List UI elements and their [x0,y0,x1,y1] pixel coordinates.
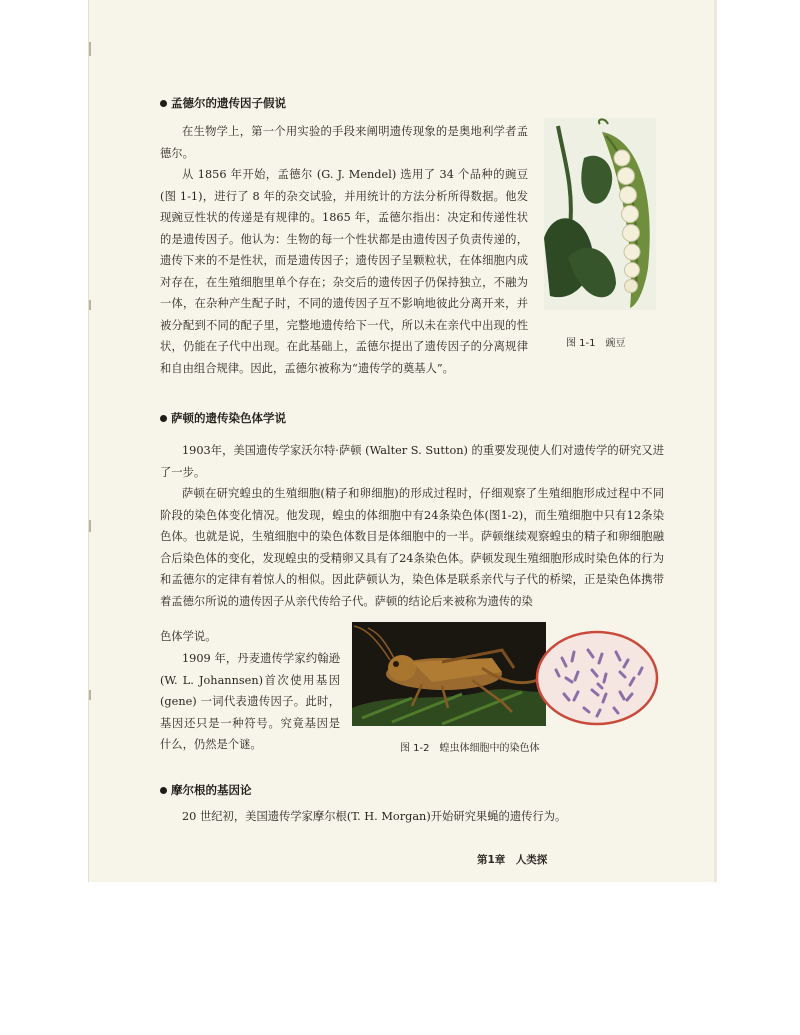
paragraph-continuation: 色体学说。 [160,630,217,643]
paragraph: 1909 年，丹麦遗传学家约翰逊(W. L. Johannsen)首次使用基因 (gene) 一词代表遗传因子。此时，基因还只是一种符号。究竟基因是什么，仍然是个谜。 [160,652,340,751]
paragraph: 萨顿在研究蝗虫的生殖细胞(精子和卵细胞)的形成过程时，仔细观察了生殖细胞形成过程中不同阶段的染色体变化情况。他发现，蝗虫的体细胞中有24条染色体(图1-2)，而生殖细胞中只有12条染色体。也就是说，生殖细胞中的染色体数目是体细胞中的一半。萨顿继续观察蝗虫的精子和卵细胞融合后染色体的变化，发现蝗虫的受精卵又具有了24条染色体。萨顿发现生殖细胞形成时染色体的行为和孟德尔的定律有着惊人的相似。因此萨顿认为，染色体是联系亲代与子代的桥梁，正是染色体携带着孟德尔所说的遗传因子从亲代传给子代。萨顿的结论后来被称为遗传的染 [160,487,664,608]
paragraph: 1903年，美国遗传学家沃尔特·萨顿 (Walter S. Sutton) 的重要发现使人们对遗传学的研究又进了一步。 [160,444,664,479]
paragraph: 从 1856 年开始，孟德尔 (G. J. Mendel) 选用了 34 个品种的豌豆 (图 1-1)，进行了 8 年的杂交试验，并用统计的方法分析所得数据。他发现豌豆性状的传递是有规律的。1865 年，孟德尔指出：决定和传递性状的是遗传因子。他认为：生物的每一个性状都是由遗传因子负责传递的，遗传下来的不是性状，而是遗传因子；遗传因子呈颗粒状，在体细胞内成对存在，在生殖细胞里单个存在；杂交后的遗传因子仍保持独立，不融为一体，在杂种产生配子时，不同的遗传因子互不影响地彼此分离开来，并被分配到不同的配子里，完整地遗传给下一代，所以未在亲代中出现的性状，仍能在子代中出现。在此基础上，孟德尔提出了遗传因子的分离规律和自由组合规律。因此，孟德尔被称为“遗传学的奠基人”。 [160,168,528,375]
figure-title: 豌豆 [605,338,626,349]
figure-number: 图 1-2 [400,743,430,754]
paragraph: 20 世纪初，美国遗传学家摩尔根(T. H. Morgan)开始研究果蝇的遗传行为。 [182,810,567,823]
section-heading-mendel [160,95,286,111]
margin-mark [89,42,91,56]
pea-pod-image [544,118,656,310]
section-heading-sutton [160,410,286,426]
figure-number: 图 1-1 [566,338,596,349]
heading-text: 萨顿的遗传染色体学说 [171,411,286,425]
grasshopper-figure [352,622,660,728]
margin-mark [89,690,91,700]
bullet-dot-icon [160,100,167,107]
figure-title: 蝗虫体细胞中的染色体 [439,743,540,754]
figure-caption-2 [400,739,540,754]
margin-mark [89,300,91,310]
figure-caption-1 [566,334,626,349]
page-footer: 第1章 人类探 [477,854,548,866]
section-heading-morgan [160,782,252,798]
margin-mark [89,520,91,532]
bullet-dot-icon [160,415,167,422]
paragraph: 在生物学上，第一个用实验的手段来阐明遗传现象的是奥地利学者孟德尔。 [160,125,528,160]
page-edge [714,0,717,882]
heading-text: 摩尔根的基因论 [171,783,252,797]
bullet-dot-icon [160,787,167,794]
heading-text: 孟德尔的遗传因子假说 [171,96,286,110]
